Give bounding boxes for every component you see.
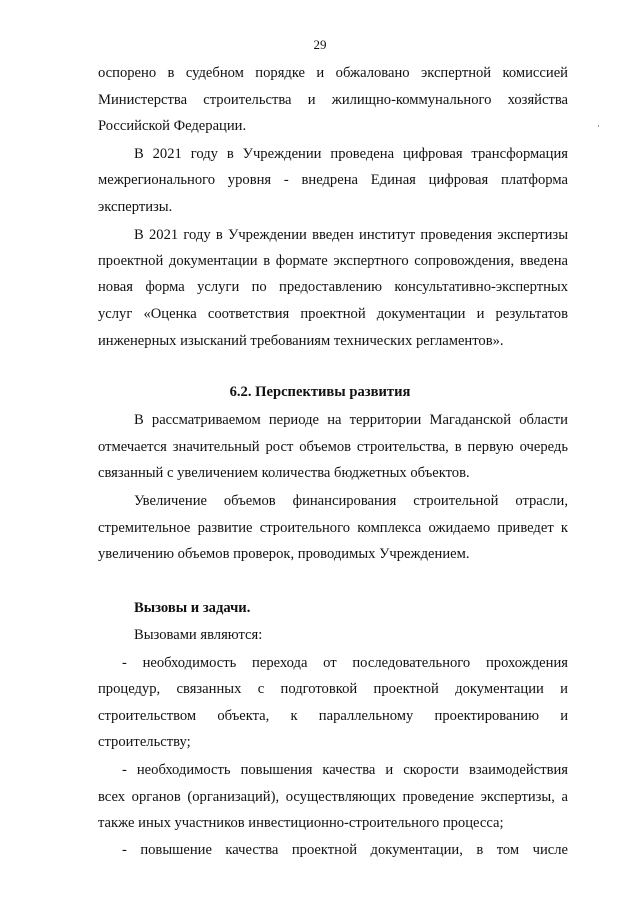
page-number: 29 <box>313 37 327 52</box>
text-line: услуг «Оценка соответствия проектной документации и результатов <box>98 306 568 322</box>
text-line: инженерных изысканий требованиям технических регламентов». <box>98 333 504 349</box>
list-item-line: - необходимость повышения качества и скорости взаимодействия <box>122 762 568 778</box>
subheading: Вызовы и задачи. <box>134 600 251 616</box>
text-line: Министерства строительства и жилищно-коммунального хозяйства <box>98 92 568 108</box>
text-line: процедур, связанных с подготовкой проектной документации и <box>98 681 568 697</box>
text-line: новая форма услуги по предоставлению консультативно-экспертных <box>98 279 568 295</box>
text-line: В рассматриваемом периоде на территории Магаданской области <box>134 412 568 428</box>
text-line: В 2021 году в Учреждении проведена цифровая трансформация <box>134 146 568 162</box>
text-line: проектной документации в формате экспертного сопровождения, введена <box>98 253 568 269</box>
text-line: оспорено в судебном порядке и обжаловано экспертной комиссией <box>98 65 568 81</box>
text-line: строительством объекта, к параллельному проектированию и <box>98 708 568 724</box>
section-heading: 6.2. Перспективы развития <box>229 384 411 400</box>
text-line: Вызовами являются: <box>134 627 263 643</box>
text-line: отмечается значительный рост объемов строительства, в первую очередь <box>98 439 568 455</box>
text-line: связанный с увеличением количества бюджетных объектов. <box>98 465 470 481</box>
text-line: В 2021 году в Учреждении введен институт проведения экспертизы <box>134 227 568 243</box>
text-line: экспертизы. <box>98 199 173 215</box>
text-line: стремительное развитие строительного комплекса ожидаемо приведет к <box>98 520 568 536</box>
text-line: всех органов (организаций), осуществляющих проведение экспертизы, а <box>98 789 568 805</box>
scan-speck <box>598 125 599 127</box>
list-item-line: - необходимость перехода от последовательного прохождения <box>122 655 568 671</box>
list-item-line: - повышение качества проектной документации, в том числе <box>122 842 568 858</box>
text-line: строительству; <box>98 734 191 750</box>
text-line: межрегионального уровня - внедрена Единая цифровая платформа <box>98 172 568 188</box>
text-line: также иных участников инвестиционно-строительного процесса; <box>98 815 504 831</box>
text-line: Увеличение объемов финансирования строительной отрасли, <box>134 493 568 509</box>
text-line: увеличению объемов проверок, проводимых Учреждением. <box>98 546 470 562</box>
text-line: Российской Федерации. <box>98 118 247 134</box>
